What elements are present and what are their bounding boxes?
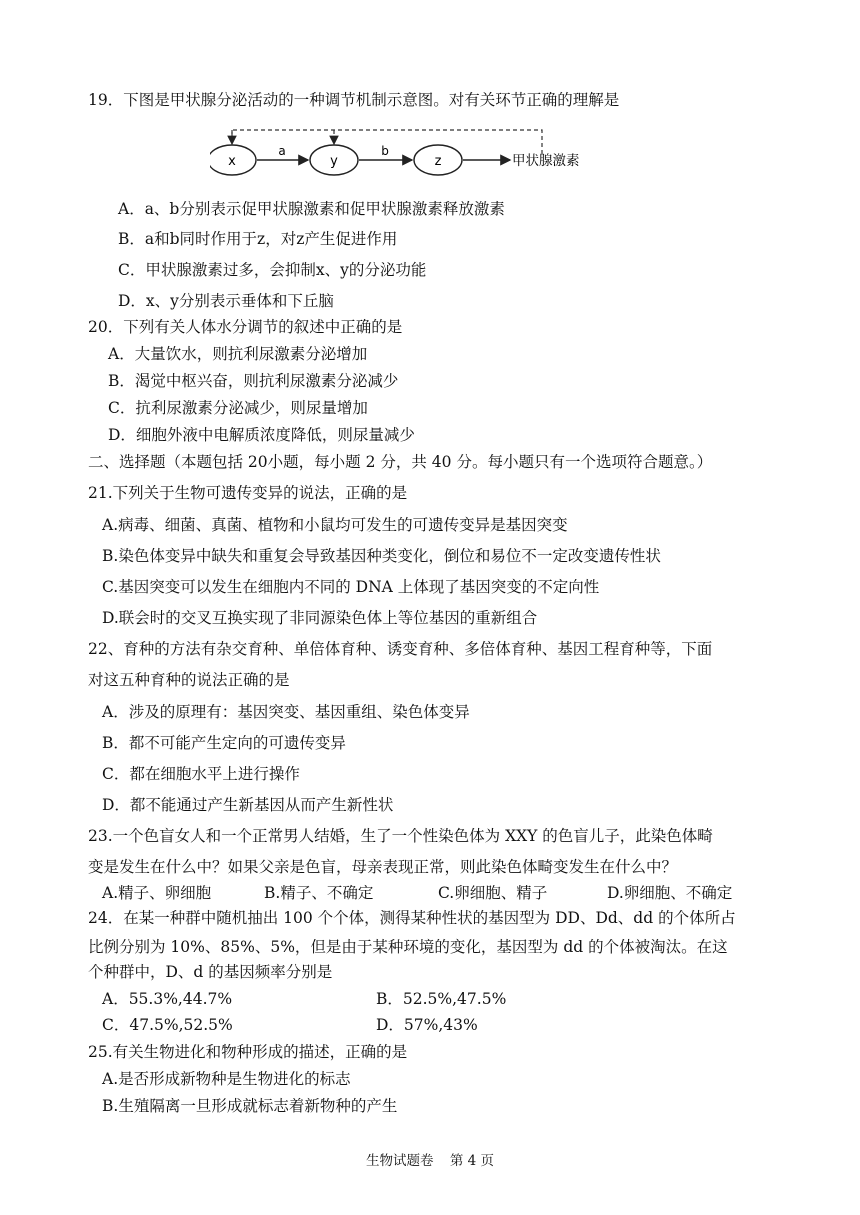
- footer-page-number: 第 4 页: [449, 1153, 494, 1169]
- q23-option-a: A.精子、卵细胞: [102, 884, 212, 902]
- q19-option-c: C．甲状腺激素过多，会抑制x、y的分泌功能: [118, 261, 427, 279]
- q20-option-d: D．细胞外液中电解质浓度降低，则尿量减少: [108, 426, 415, 444]
- q24-option-b: B．52.5%,47.5%: [376, 990, 507, 1008]
- page-footer: [0, 1151, 860, 1171]
- arrow-a-label: a: [278, 144, 286, 158]
- q22-option-c: C．都在细胞水平上进行操作: [102, 765, 300, 783]
- q21-option-c: C.基因突变可以发生在细胞内不同的 DNA 上体现了基因突变的不定向性: [102, 578, 600, 596]
- q25-stem: 25.有关生物进化和物种形成的描述，正确的是: [88, 1043, 408, 1061]
- q23-option-d: D.卵细胞、不确定: [607, 884, 733, 902]
- node-y-label: y: [330, 154, 338, 169]
- q21-option-b: B.染色体变异中缺失和重复会导致基因种类变化，倒位和易位不一定改变遗传性状: [102, 547, 661, 565]
- q25-option-b: B.生殖隔离一旦形成就标志着新物种的产生: [102, 1097, 398, 1115]
- q20-option-c: C．抗利尿激素分泌减少，则尿量增加: [108, 399, 368, 417]
- q19-option-d: D．x、y分别表示垂体和下丘脑: [118, 292, 334, 310]
- q20-option-a: A．大量饮水，则抗利尿激素分泌增加: [108, 345, 368, 363]
- q19-option-b: B．a和b同时作用于z，对z产生促进作用: [118, 230, 398, 248]
- node-x-label: x: [228, 154, 236, 169]
- thyroid-regulation-diagram: [210, 124, 620, 190]
- diagram-svg: [210, 124, 620, 190]
- q23-stem-line1: 23.一个色盲女人和一个正常男人结婚，生了一个性染色体为 XXY 的色盲儿子，此染色体畸: [88, 827, 713, 845]
- q21-stem: 21.下列关于生物可遗传变异的说法，正确的是: [88, 484, 408, 502]
- q22-option-d: D．都不能通过产生新基因从而产生新性状: [102, 796, 394, 814]
- q22-stem-line1: 22、育种的方法有杂交育种、单倍体育种、诱变育种、多倍体育种、基因工程育种等，下面: [88, 640, 713, 658]
- q23-stem-line2: 变是发生在什么中？如果父亲是色盲，母亲表现正常，则此染色体畸变发生在什么中？: [88, 858, 678, 876]
- q24-option-d: D．57%,43%: [376, 1016, 478, 1034]
- q24-stem-line2: 比例分别为 10%、85%、5%，但是由于某种环境的变化，基因型为 dd 的个体被淘汰。在这: [88, 938, 728, 956]
- q21-option-d: D.联会时的交叉互换实现了非同源染色体上等位基因的重新组合: [102, 609, 538, 627]
- q21-option-a: A.病毒、细菌、真菌、植物和小鼠均可发生的可遗传变异是基因突变: [102, 516, 568, 534]
- q23-option-b: B.精子、不确定: [264, 884, 374, 902]
- q24-stem-line3: 个种群中，D、d 的基因频率分别是: [88, 963, 333, 981]
- section-2-heading: 二、选择题（本题包括 20小题，每小题 2 分，共 40 分。每小题只有一个选项符合题意。）: [88, 453, 713, 471]
- q22-option-b: B．都不可能产生定向的可遗传变异: [102, 734, 346, 752]
- arrow-b-label: b: [381, 144, 389, 158]
- output-label: 甲状腺激素: [512, 153, 580, 169]
- node-z-label: z: [434, 154, 442, 169]
- q24-option-a: A．55.3%,44.7%: [102, 990, 233, 1008]
- q20-option-b: B．渴觉中枢兴奋，则抗利尿激素分泌减少: [108, 372, 399, 390]
- q23-option-c: C.卵细胞、精子: [438, 884, 548, 902]
- q22-option-a: A．涉及的原理有：基因突变、基因重组、染色体变异: [102, 703, 470, 721]
- q19-stem: 19．下图是甲状腺分泌活动的一种调节机制示意图。对有关环节正确的理解是: [88, 91, 620, 109]
- q22-stem-line2: 对这五种育种的说法正确的是: [88, 671, 290, 689]
- q25-option-a: A.是否形成新物种是生物进化的标志: [102, 1070, 351, 1088]
- q24-stem-line1: 24．在某一种群中随机抽出 100 个个体，测得某种性状的基因型为 DD、Dd、dd 的个体所占: [88, 909, 736, 927]
- q19-option-a: A．a、b分别表示促甲状腺激素和促甲状腺激素释放激素: [118, 200, 505, 218]
- footer-title: 生物试题卷: [366, 1153, 434, 1169]
- q20-stem: 20．下列有关人体水分调节的叙述中正确的是: [88, 318, 403, 336]
- q24-option-c: C．47.5%,52.5%: [102, 1016, 233, 1034]
